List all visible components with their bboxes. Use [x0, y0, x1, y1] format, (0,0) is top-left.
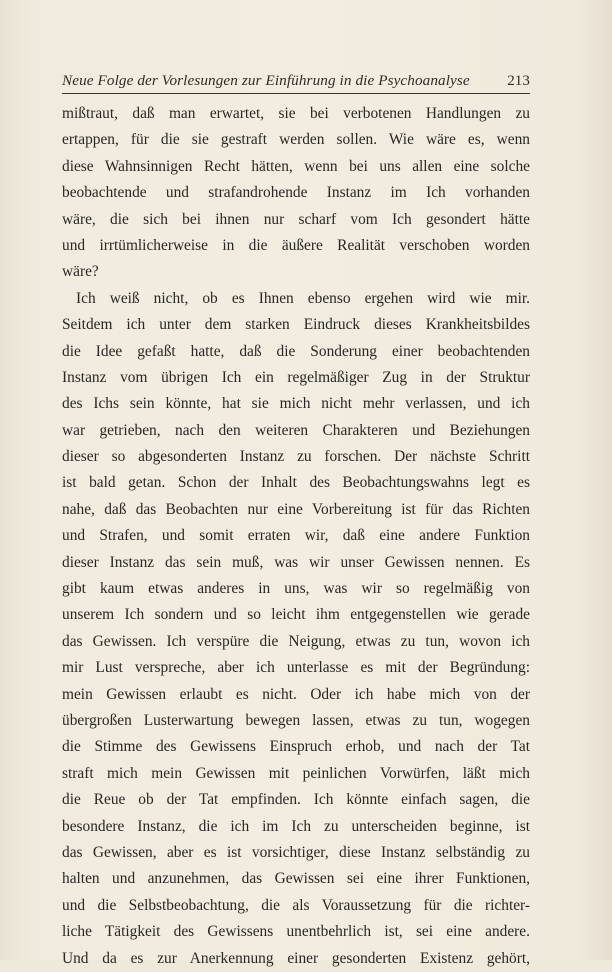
text-line: war getrieben, nach den weiteren Charakteren und Beziehungen — [62, 421, 530, 439]
text-line: nahe, daß das Beobachten nur eine Vorbereitung ist für das Richten — [62, 500, 530, 518]
text-line: diese Wahnsinnigen Recht hätten, wenn bei uns allen eine solche — [62, 157, 530, 175]
text-line: beobachtende und strafandrohende Instanz im Ich vorhanden — [62, 184, 530, 202]
text-line: Und da es zur Anerkennung einer gesonderten Existenz gehört, — [62, 949, 530, 967]
text-line: das Gewissen, aber es ist vorsichtiger, diese Instanz selbständig zu — [62, 843, 530, 861]
text-line: halten und anzunehmen, das Gewissen sei eine ihrer Funktionen, — [62, 870, 530, 888]
text-line: mein Gewissen erlaubt es nicht. Oder ich habe mich von der — [62, 685, 530, 703]
text-line: und Strafen, und somit erraten wir, daß eine andere Funktion — [62, 527, 530, 545]
text-line: das Gewissen. Ich verspüre die Neigung, etwas zu tun, wovon ich — [62, 632, 530, 650]
text-line: die Idee gefaßt hatte, daß die Sonderung einer beobachtenden — [62, 342, 530, 360]
text-line: gibt kaum etwas anderes in uns, was wir so regelmäßig von — [62, 580, 530, 598]
text-line: und die Selbstbeobachtung, die als Voraussetzung für die richter- — [62, 896, 530, 914]
text-line: die Stimme des Gewissens Einspruch erhob, und nach der Tat — [62, 738, 530, 756]
header-rule — [62, 93, 530, 94]
text-line: die Reue ob der Tat empfinden. Ich könnte einfach sagen, die — [62, 791, 530, 809]
text-line: Instanz vom übrigen Ich ein regelmäßiger Zug in der Struktur — [62, 368, 530, 386]
text-line: wäre, die sich bei ihnen nur scharf vom Ich gesondert hätte — [62, 210, 530, 228]
text-line: mißtraut, daß man erwartet, sie bei verbotenen Handlungen zu — [62, 105, 530, 122]
running-head — [62, 72, 530, 92]
text-line: dieser Instanz das sein muß, was wir unser Gewissen nennen. Es — [62, 553, 530, 571]
page-number: 213 — [507, 73, 530, 89]
text-line: straft mich mein Gewissen mit peinlichen Vorwürfen, läßt mich — [62, 764, 530, 782]
text-line: unserem Ich sondern und so leicht ihm entgegenstellen wie gerade — [62, 606, 530, 624]
text-line: ertappen, für die sie gestraft werden sollen. Wie wäre es, wenn — [62, 131, 530, 149]
text-line: besondere Instanz, die ich im Ich zu unterscheiden beginne, ist — [62, 817, 530, 835]
text-line: übergroßen Lusterwartung bewegen lassen, etwas zu tun, wogegen — [62, 711, 530, 729]
body-text — [62, 101, 530, 972]
text-line: wäre? — [62, 263, 99, 281]
text-line: Ich weiß nicht, ob es Ihnen ebenso ergehen wird wie mir. — [76, 289, 530, 307]
text-line: und irrtümlicherweise in die äußere Realität verschoben worden — [62, 236, 530, 254]
running-head-title: Neue Folge der Vorlesungen zur Einführung in die Psychoanalyse — [62, 72, 470, 89]
text-line: des Ichs sein könnte, hat sie mich nicht mehr verlassen, und ich — [62, 395, 530, 413]
text-line: Seitdem ich unter dem starken Eindruck dieses Krankheitsbildes — [62, 316, 530, 334]
text-line: mir Lust verspreche, aber ich unterlasse es mit der Begründung: — [62, 659, 530, 677]
text-line: liche Tätigkeit des Gewissens unentbehrlich ist, sei eine andere. — [62, 923, 530, 941]
text-line: dieser so abgesonderten Instanz zu forschen. Der nächste Schritt — [62, 448, 530, 466]
text-line: ist bald getan. Schon der Inhalt des Beobachtungswahns legt es — [62, 474, 530, 492]
